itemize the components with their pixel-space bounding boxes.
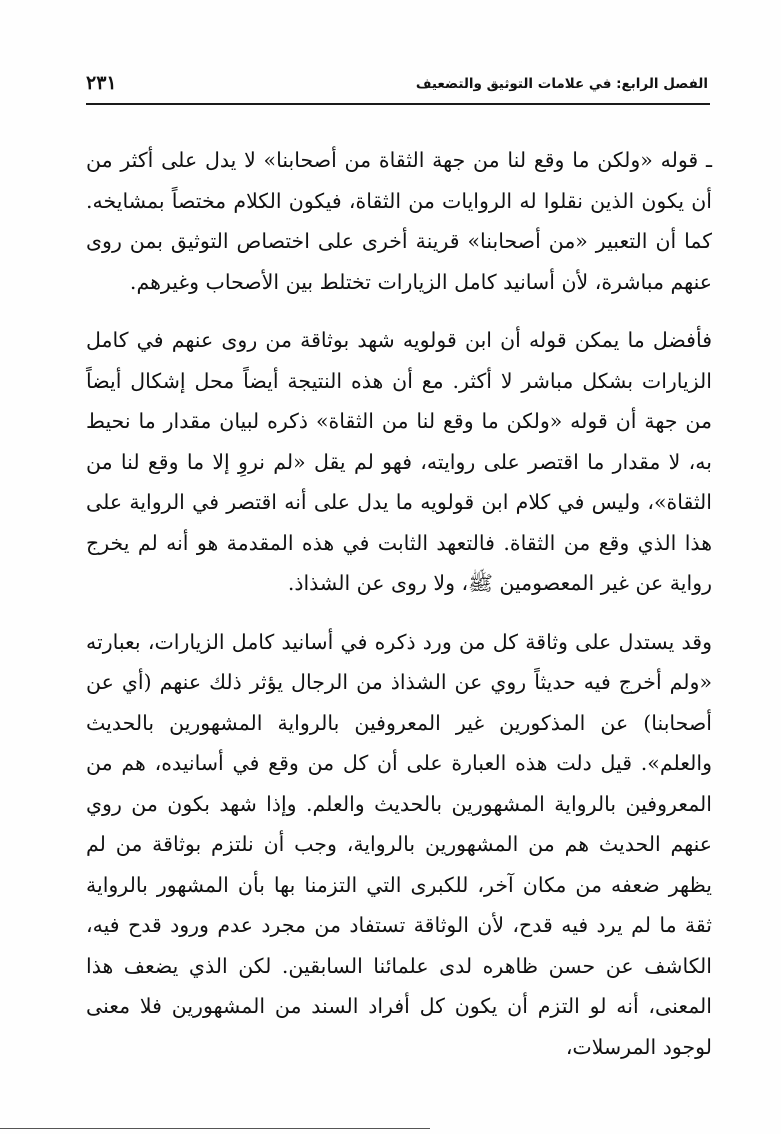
- paragraph-2: [86, 320, 712, 604]
- body-text: [86, 140, 712, 1085]
- paragraph-3: [86, 622, 712, 1068]
- paragraph-text: ـ قوله «ولكن ما وقع لنا من جهة الثقاة من أصحابنا» لا يدل على أكثر من أن يكون الذين نقلوا له الروايات من الثقاة، فيكون الكلام مختصاً بمشايخه. كما أن التعبير «من أصحابنا» قرينة أخرى على اختصاص التوثيق بمن روى عنهم مباشرة، لأن أسانيد كامل الزيارات تختلط بين الأصحاب وغيرهم.: [86, 148, 712, 294]
- paragraph-text: وقد يستدل على وثاقة كل من ورد ذكره في أسانيد كامل الزيارات، بعبارته «ولم أخرج فيه حديثاً روي عن الشذاذ من الرجال يؤثر ذلك عنهم (أي عن أصحابنا) عن المذكورين غير المعروفين بالرواية المشهورين بالحديث والعلم». قيل دلت هذه العبارة على أن كل من وقع في أسانيده، هم من المعروفين بالرواية المشهورين بالحديث والعلم. وإذا شهد بكون من روي عنهم الحديث هم من المشهورين بالرواية، وجب أن نلتزم بوثاقة من لم يظهر ضعفه من مكان آخر، للكبرى التي التزمنا بها بأن المشهور بالرواية ثقة ما لم يرد فيه قدح، لأن الوثاقة تستفاد من مجرد عدم ورود قدح فيه، الكاشف عن حسن ظاهره لدى علمائنا السابقين. لكن الذي يضعف هذا المعنى، أنه لو التزم أن يكون كل أفراد السند من المشهورين فلا معنى لوجود المرسلات،: [86, 629, 712, 1059]
- header-divider: [86, 103, 710, 105]
- page-header: [86, 72, 708, 102]
- running-title: الفصل الرابع: في علامات التوثيق والتضعيف: [415, 76, 708, 92]
- paragraph-1: [86, 140, 712, 302]
- page-number: ٢٣١: [86, 72, 117, 94]
- bottom-edge-line: [0, 1128, 430, 1129]
- paragraph-text: فأفضل ما يمكن قوله أن ابن قولويه شهد بوثاقة من روى عنهم في كامل الزيارات بشكل مباشر لا أكثر. مع أن هذه النتيجة أيضاً محل إشكال أيضاً من جهة أن قوله «ولكن ما وقع لنا من الثقاة» ذكره لبيان مقدار ما نحيط به، لا مقدار ما اقتصر على روايته، فهو لم يقل «لم نروِ إلا ما وقع لنا من الثقاة»، وليس في كلام ابن قولويه ما يدل على أنه اقتصر في الرواية على هذا الذي وقع من الثقاة. فالتعهد الثابت في هذه المقدمة هو أنه لم يخرج رواية عن غير المعصومين ﷺ، ولا روى عن الشذاذ.: [86, 328, 712, 595]
